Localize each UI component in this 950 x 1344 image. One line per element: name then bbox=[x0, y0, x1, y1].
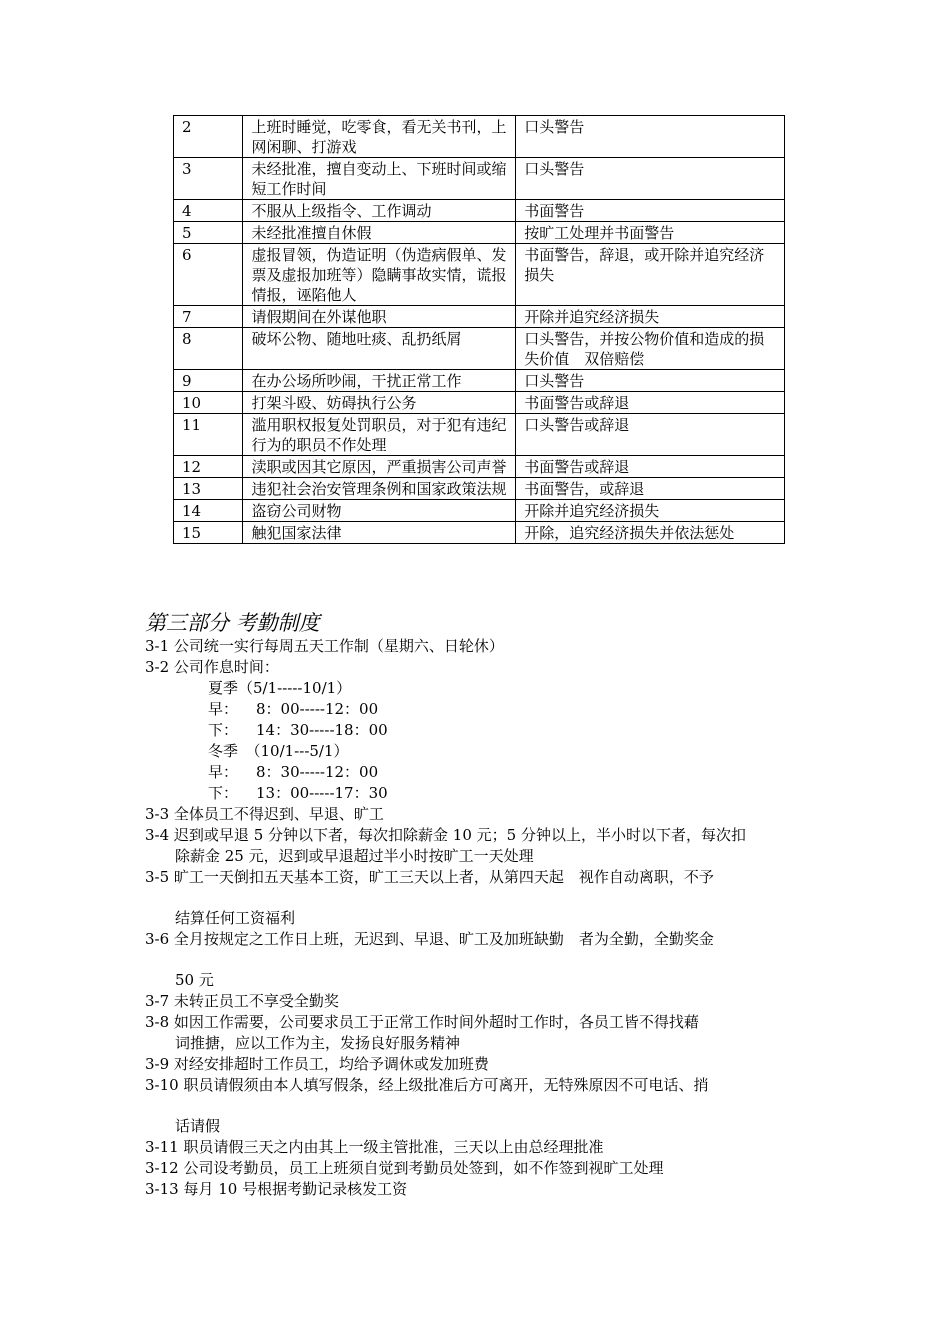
row-number: 12 bbox=[174, 456, 243, 478]
penalty-cell: 口头警告 bbox=[516, 370, 785, 392]
offense-cell: 上班时睡觉，吃零食，看无关书刊，上网闲聊、打游戏 bbox=[243, 116, 516, 158]
table-row bbox=[174, 244, 785, 306]
winter-afternoon-label: 下： bbox=[208, 784, 239, 802]
rule-3-1: 3-1 公司统一实行每周五天工作制（星期六、日轮休） bbox=[145, 637, 504, 655]
penalty-cell: 开除并追究经济损失 bbox=[516, 500, 785, 522]
rule-3-13: 3-13 每月 10 号根据考勤记录核发工资 bbox=[145, 1180, 408, 1198]
rule-3-3: 3-3 全体员工不得迟到、早退、旷工 bbox=[145, 805, 384, 823]
spacer bbox=[145, 1096, 815, 1116]
row-number: 7 bbox=[174, 306, 243, 328]
offense-cell: 请假期间在外谋他职 bbox=[243, 306, 516, 328]
table-row bbox=[174, 306, 785, 328]
rule-3-9: 3-9 对经安排超时工作员工，均给予调休或发加班费 bbox=[145, 1055, 489, 1073]
rule-3-6: 3-6 全月按规定之工作日上班，无迟到、早退、旷工及加班缺勤 者为全勤，全勤奖金 bbox=[145, 930, 714, 948]
row-number: 10 bbox=[174, 392, 243, 414]
row-number: 9 bbox=[174, 370, 243, 392]
offense-cell: 盗窃公司财物 bbox=[243, 500, 516, 522]
penalty-cell: 口头警告 bbox=[516, 158, 785, 200]
table-row bbox=[174, 456, 785, 478]
row-number: 4 bbox=[174, 200, 243, 222]
table-row bbox=[174, 116, 785, 158]
row-number: 13 bbox=[174, 478, 243, 500]
offense-cell: 破坏公物、随地吐痰、乱扔纸屑 bbox=[243, 328, 516, 370]
row-number: 6 bbox=[174, 244, 243, 306]
winter-afternoon bbox=[145, 783, 815, 804]
penalty-cell: 开除并追究经济损失 bbox=[516, 306, 785, 328]
rule-3-12: 3-12 公司设考勤员，员工上班须自觉到考勤员处签到，如不作签到视旷工处理 bbox=[145, 1159, 664, 1177]
rule-3-4-cont: 除薪金 25 元，迟到或早退超过半小时按旷工一天处理 bbox=[175, 847, 534, 865]
summer-morning bbox=[145, 699, 815, 720]
summer-afternoon-label: 下： bbox=[208, 721, 239, 739]
row-number: 3 bbox=[174, 158, 243, 200]
table-row bbox=[174, 500, 785, 522]
table-row bbox=[174, 328, 785, 370]
summer-period: 夏季（5/1-----10/1） bbox=[208, 679, 352, 697]
summer-morning-time: 8：00-----12：00 bbox=[256, 700, 379, 718]
section-title: 第三部分 考勤制度 bbox=[145, 611, 320, 635]
offense-cell: 未经批准擅自休假 bbox=[243, 222, 516, 244]
table-row bbox=[174, 158, 785, 200]
rule-3-10: 3-10 职员请假须由本人填写假条，经上级批准后方可离开，无特殊原因不可电话、捎 bbox=[145, 1076, 709, 1094]
offense-cell: 滥用职权报复处罚职员，对于犯有违纪行为的职员不作处理 bbox=[243, 414, 516, 456]
summer-afternoon bbox=[145, 720, 815, 741]
rule-3-4: 3-4 迟到或早退 5 分钟以下者，每次扣除薪金 10 元；5 分钟以上，半小时以下者，每次扣 bbox=[145, 826, 746, 844]
penalty-cell: 书面警告，或辞退 bbox=[516, 478, 785, 500]
rule-3-7: 3-7 未转正员工不享受全勤奖 bbox=[145, 992, 339, 1010]
row-number: 15 bbox=[174, 522, 243, 544]
spacer bbox=[145, 950, 815, 970]
rule-3-10-cont: 话请假 bbox=[175, 1117, 221, 1135]
table-row bbox=[174, 522, 785, 544]
row-number: 5 bbox=[174, 222, 243, 244]
penalty-cell: 口头警告 bbox=[516, 116, 785, 158]
rule-3-8-cont: 词推搪，应以工作为主，发扬良好服务精神 bbox=[175, 1034, 461, 1052]
winter-period: 冬季 （10/1---5/1） bbox=[208, 742, 349, 760]
winter-morning-time: 8：30-----12：00 bbox=[256, 763, 379, 781]
rule-3-2: 3-2 公司作息时间： bbox=[145, 658, 279, 676]
spacer bbox=[145, 888, 815, 908]
penalty-cell: 书面警告或辞退 bbox=[516, 456, 785, 478]
rule-3-5: 3-5 旷工一天倒扣五天基本工资，旷工三天以上者，从第四天起 视作自动离职，不予 bbox=[145, 868, 714, 886]
winter-afternoon-time: 13：00-----17：30 bbox=[256, 784, 388, 802]
table-row bbox=[174, 478, 785, 500]
penalty-cell: 开除，追究经济损失并依法惩处 bbox=[516, 522, 785, 544]
summer-afternoon-time: 14：30-----18：00 bbox=[256, 721, 388, 739]
offense-cell: 渎职或因其它原因，严重损害公司声誉 bbox=[243, 456, 516, 478]
winter-morning bbox=[145, 762, 815, 783]
rule-3-11: 3-11 职员请假三天之内由其上一级主管批准，三天以上由总经理批准 bbox=[145, 1138, 604, 1156]
offense-cell: 不服从上级指令、工作调动 bbox=[243, 200, 516, 222]
offense-cell: 在办公场所吵闹，干扰正常工作 bbox=[243, 370, 516, 392]
summer-morning-label: 早： bbox=[208, 700, 239, 718]
offense-cell: 触犯国家法律 bbox=[243, 522, 516, 544]
row-number: 11 bbox=[174, 414, 243, 456]
rule-3-8: 3-8 如因工作需要，公司要求员工于正常工作时间外超时工作时，各员工皆不得找藉 bbox=[145, 1013, 699, 1031]
offense-cell: 打架斗殴、妨碍执行公务 bbox=[243, 392, 516, 414]
table-row bbox=[174, 222, 785, 244]
table-row bbox=[174, 370, 785, 392]
winter-morning-label: 早： bbox=[208, 763, 239, 781]
penalty-cell: 口头警告或辞退 bbox=[516, 414, 785, 456]
table-row bbox=[174, 392, 785, 414]
row-number: 2 bbox=[174, 116, 243, 158]
offense-cell: 违犯社会治安管理条例和国家政策法规 bbox=[243, 478, 516, 500]
offense-cell: 未经批准，擅自变动上、下班时间或缩短工作时间 bbox=[243, 158, 516, 200]
penalty-cell: 书面警告或辞退 bbox=[516, 392, 785, 414]
attendance-rules bbox=[145, 636, 815, 1200]
penalty-cell: 书面警告 bbox=[516, 200, 785, 222]
table-row bbox=[174, 200, 785, 222]
penalty-cell: 口头警告，并按公物价值和造成的损失价值 双倍赔偿 bbox=[516, 328, 785, 370]
penalty-cell: 书面警告，辞退，或开除并追究经济损失 bbox=[516, 244, 785, 306]
rule-3-6-cont: 50 元 bbox=[175, 971, 214, 989]
discipline-table-body bbox=[174, 116, 785, 544]
penalty-cell: 按旷工处理并书面警告 bbox=[516, 222, 785, 244]
table-row bbox=[174, 414, 785, 456]
row-number: 14 bbox=[174, 500, 243, 522]
offense-cell: 虚报冒领，伪造证明（伪造病假单、发票及虚报加班等）隐瞒事故实情，谎报情报，诬陷他人 bbox=[243, 244, 516, 306]
discipline-table bbox=[173, 115, 785, 544]
row-number: 8 bbox=[174, 328, 243, 370]
rule-3-5-cont: 结算任何工资福利 bbox=[175, 909, 296, 927]
